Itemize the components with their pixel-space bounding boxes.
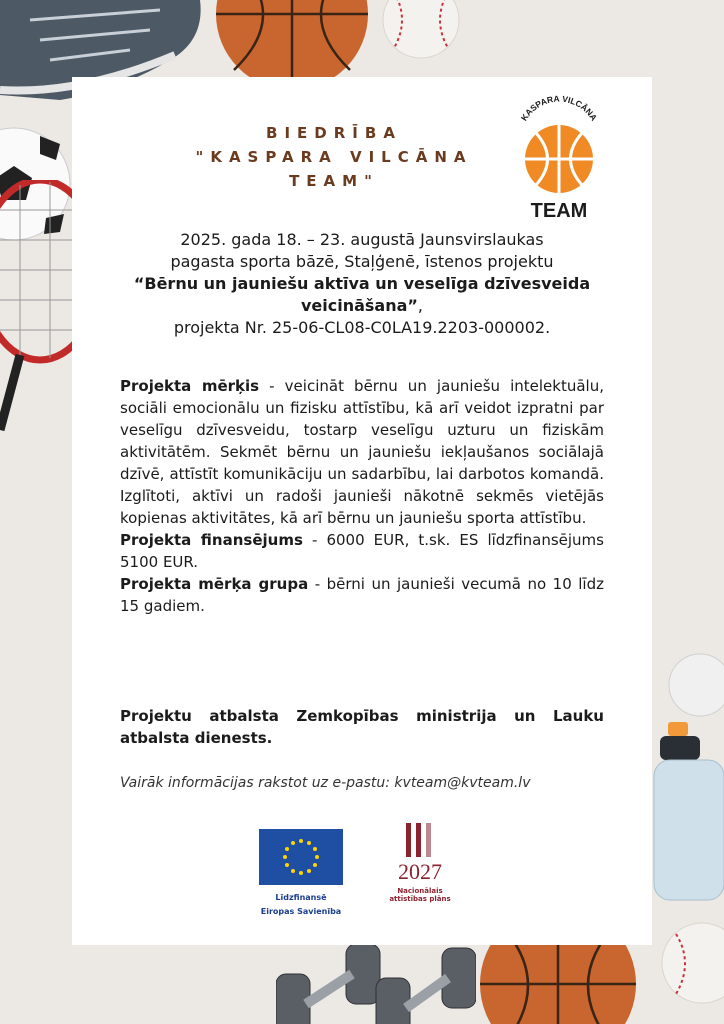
intro-block: [92, 229, 632, 339]
dumbbells-icon: [276, 934, 476, 1024]
eu-cofunding-logo: [258, 829, 344, 917]
project-title: “Bērnu un jauniešu aktīva un veselīga dzīvesveida veicināšana”,: [133, 274, 591, 315]
water-bottle-icon: [652, 722, 724, 902]
org-line-1: BIEDRĪBA: [266, 124, 402, 142]
support-statement: Projektu atbalsta Zemkopības ministrija un Lauku atbalsta dienests.: [120, 707, 604, 747]
svg-text:KASPARA VILCĀNA: [519, 94, 599, 123]
team-logo: [500, 91, 618, 227]
org-line-3: TEAM": [289, 172, 379, 190]
logo-top-text: KASPARA VILCĀNA: [518, 93, 600, 123]
funding-paragraph: [120, 529, 604, 573]
intro-line-1: 2025. gada 18. – 23. augustā Jaunsvirslaukas: [180, 230, 544, 249]
basketball-logo-icon: [500, 91, 618, 227]
national-plan-logo: [380, 823, 460, 903]
content-card: [72, 77, 652, 945]
goal-label: Projekta mērķis: [120, 377, 260, 395]
target-paragraph: [120, 573, 604, 617]
golf-ball-icon: [668, 652, 724, 718]
nap-year: 2027: [398, 859, 442, 883]
logo-bottom-text: TEAM: [530, 200, 588, 222]
nap-emblem-icon: [380, 823, 460, 883]
project-details: [120, 375, 604, 617]
eu-flag-icon: [259, 829, 343, 885]
goal-text: - veicināt bērnu un jauniešu intelektuālu, sociāli emocionālu un fizisku attīstību, kā arī veidot izpratni par veselīgu dzīvesveidu, tostarp veselīgu uzturu un fiziskām aktivitātēm. Sekmēt bērnu un jauniešu iekļaušanos sociālajā dzīvē, attīstīt komunikāciju un sadarbību, lai darbotos komandā. Izglītoti, aktīvi un radoši jaunieši nākotnē sekmēs vietējās kopienas aktivitātes, kā arī bērnu un jauniešu sporta attīstību.: [120, 377, 604, 527]
target-label: Projekta mērķa grupa: [120, 575, 309, 593]
baseball-bottom-icon: [660, 922, 724, 1004]
project-number: projekta Nr. 25-06-CL08-C0LA19.2203-000002.: [173, 318, 551, 337]
funding-text: - 6000 EUR, t.sk. ES līdzfinansējums 5100 EUR.: [120, 531, 604, 571]
org-line-2: "KASPARA VILCĀNA: [195, 148, 473, 166]
eu-caption-1: Līdzfinansē: [275, 893, 327, 902]
target-text: - bērni un jaunieši vecumā no 10 līdz 15 gadiem.: [120, 575, 604, 615]
nap-caption-1: Nacionālais: [397, 887, 443, 895]
contact-line: Vairāk informācijas rakstot uz e-pastu: kvteam@kvteam.lv: [120, 775, 531, 791]
eu-caption-2: Eiropas Savienība: [260, 907, 342, 916]
nap-caption-2: attīstības plāns: [389, 895, 451, 903]
baseball-top-icon: [380, 0, 462, 60]
funding-label: Projekta finansējums: [120, 531, 303, 549]
organization-title: [164, 121, 504, 193]
goal-paragraph: [120, 375, 604, 529]
intro-line-2: pagasta sporta bāzē, Staļģenē, īstenos projektu: [170, 252, 554, 271]
